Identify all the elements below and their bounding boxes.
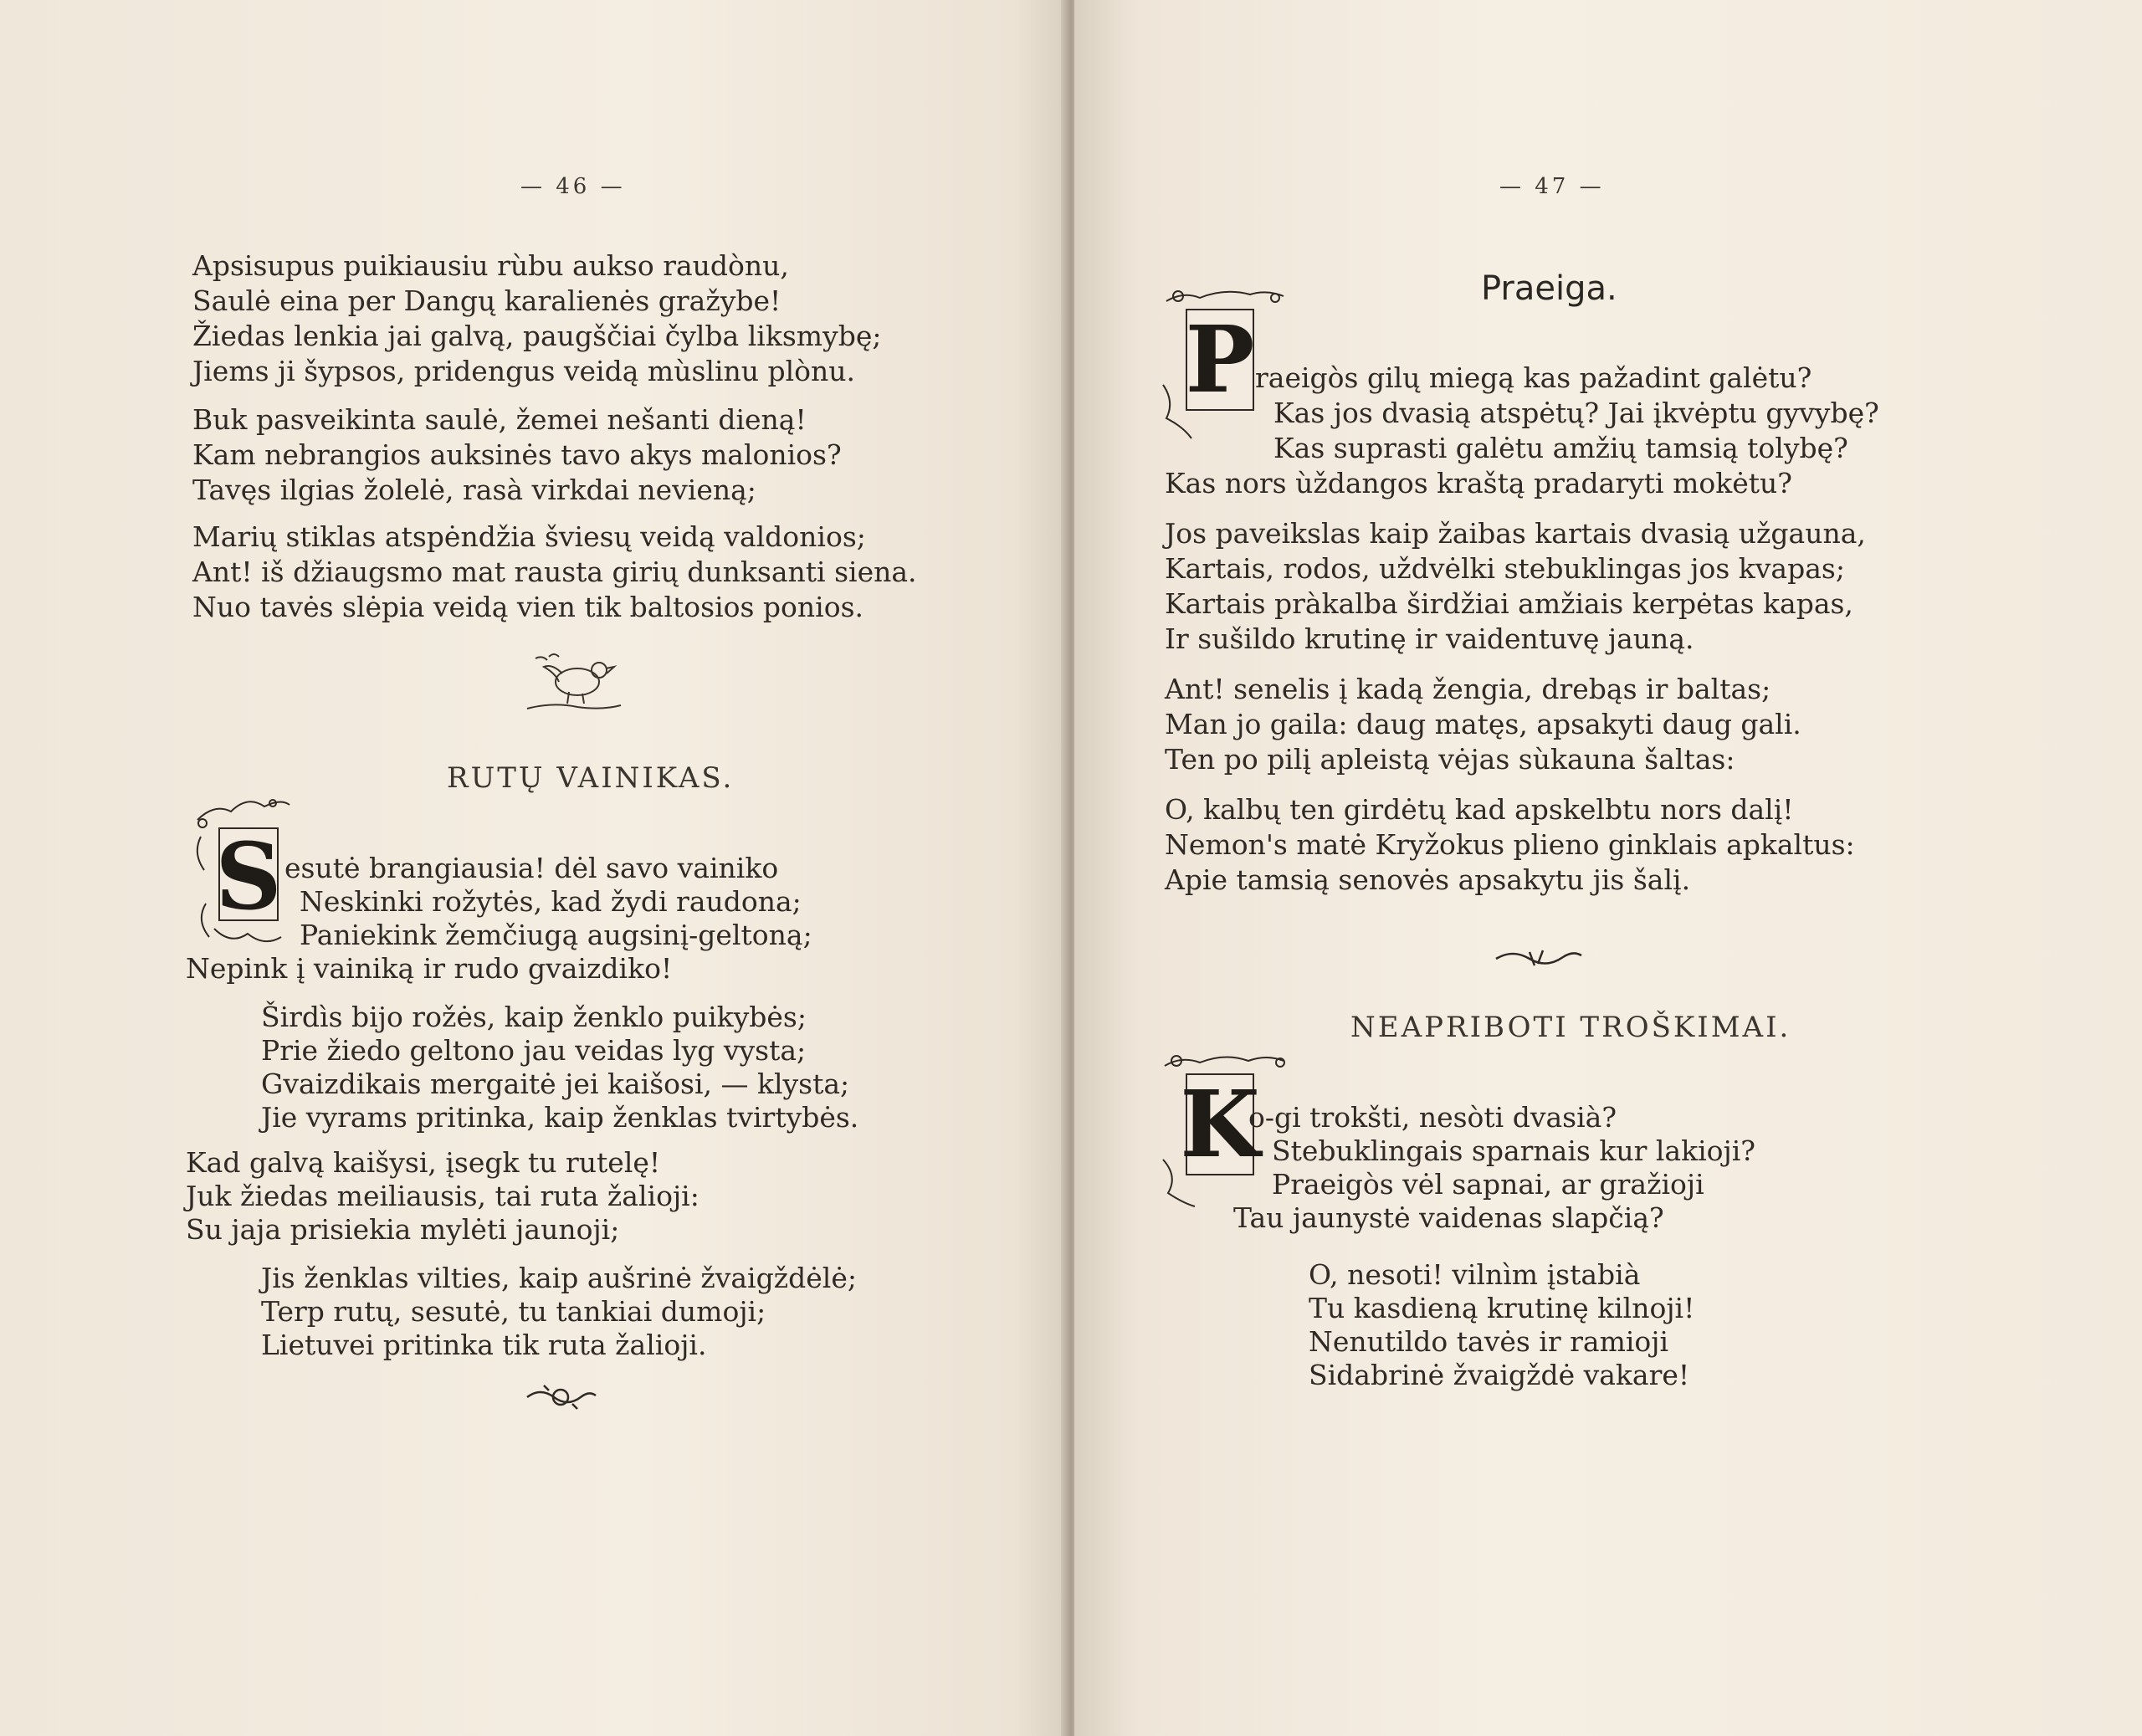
- verse-line: O, kalbų ten girdėtų kad apskelbtu nors dalį!: [1165, 793, 1794, 826]
- svg-text:K: K: [1180, 1070, 1260, 1178]
- verse-line: Ant! iš džiaugsmo mat rausta girių dunksanti siena.: [192, 556, 917, 588]
- verse-line: Paniekink žemčiugą augsinį-geltoną;: [300, 919, 812, 951]
- verse-line: Lietuvei pritinka tik ruta žalioji.: [261, 1329, 707, 1361]
- svg-text:P: P: [1185, 305, 1255, 413]
- verse-line: Tau jaunystė vaidenas slapčią?: [1233, 1201, 1664, 1234]
- verse-line: Nepink į vainiką ir rudo gvaizdiko!: [186, 952, 673, 985]
- verse-line: Kartais pràkalba širdžiai amžiais kerpėtas kapas,: [1165, 587, 1853, 620]
- verse-line: Jos paveikslas kaip žaibas kartais dvasią užgauna,: [1165, 517, 1866, 550]
- verse-line: Saulė eina per Dangų karalienės gražybe!: [192, 284, 781, 317]
- verse-line: raeigòs gilų miegą kas pažadint galėtu?: [1255, 361, 1812, 394]
- verse-line: Nenutildo tavės ir ramioji: [1309, 1325, 1669, 1358]
- verse-line: Praeigòs vėl sapnai, ar gražioji: [1272, 1168, 1704, 1201]
- verse-line: Man jo gaila: daug matęs, apsakyti daug gali.: [1165, 708, 1801, 740]
- verse-line: Neskinki rožytės, kad žydi raudona;: [300, 885, 802, 918]
- verse-line: Širdìs bijo rožės, kaip ženklo puikybės;: [261, 1001, 807, 1033]
- verse-line: Stebuklingais sparnais kur lakioji?: [1272, 1134, 1755, 1167]
- verse-line: Kas suprasti galėtu amžių tamsią tolybę?: [1273, 432, 1848, 464]
- verse-line: Jiems ji šypsos, pridengus veidą mùslinu plònu.: [192, 355, 856, 387]
- decorative-initial-s-icon: [189, 786, 298, 954]
- verse-line: Marių stiklas atspėndžia šviesų veidą valdonios;: [192, 520, 866, 553]
- divider-ornament-icon: [1493, 945, 1585, 970]
- page-number: — 46 —: [520, 174, 626, 199]
- verse-line: Nemon's matė Kryžokus plieno ginklais apkaltus:: [1165, 828, 1855, 861]
- verse-line: Ant! senelis į kadą žengia, drebąs ir baltas;: [1165, 673, 1771, 705]
- verse-line: Kad galvą kaišysi, įsegk tu rutelę!: [186, 1146, 661, 1179]
- verse-line: Jis ženklas vilties, kaip aušrinė žvaigždėlė;: [261, 1262, 857, 1294]
- verse-line: Sidabrinė žvaigždė vakare!: [1309, 1359, 1690, 1391]
- svg-text:S: S: [215, 822, 282, 930]
- end-ornament-icon: [524, 1382, 599, 1412]
- verse-line: o-gi trokšti, nesòti dvasià?: [1248, 1101, 1617, 1134]
- verse-line: Gvaizdikais mergaitė jei kaišosi, — klysta;: [261, 1068, 850, 1100]
- verse-line: Kas nors ùždangos kraštą pradaryti mokėtu?: [1165, 467, 1792, 499]
- verse-line: Ir sušildo krutinę ir vaidentuvę jauną.: [1165, 622, 1694, 655]
- verse-line: Kam nebrangios auksinės tavo akys malonios?: [192, 438, 842, 471]
- verse-line: Nuo tavės slėpia veidą vien tik baltosios ponios.: [192, 591, 864, 623]
- verse-line: Ten po pilį apleistą vėjas sùkauna šaltas:: [1165, 743, 1735, 776]
- verse-line: Žiedas lenkia jai galvą, paugščiai čylba liksmybę;: [192, 320, 882, 352]
- verse-line: Kartais, rodos, uždvėlki stebuklingas jos kvapas;: [1165, 552, 1845, 585]
- poem-title: RUTŲ VAINIKAS.: [447, 761, 735, 795]
- verse-line: Apie tamsią senovės apsakytu jis šalį.: [1165, 863, 1691, 896]
- verse-line: Buk pasveikinta saulė, žemei nešanti dieną!: [192, 403, 807, 436]
- verse-line: esutė brangiausia! dėl savo vainiko: [284, 852, 779, 884]
- verse-line: O, nesoti! vilnìm įstabià: [1309, 1258, 1641, 1291]
- verse-line: Tu kasdieną krutinę kilnoji!: [1309, 1292, 1695, 1324]
- bird-vignette: [519, 648, 628, 715]
- verse-line: Kas jos dvasią atspėtų? Jai įkvėptu gyvybę?: [1273, 397, 1879, 429]
- page-number: — 47 —: [1499, 174, 1605, 199]
- left-page: [0, 0, 1068, 1736]
- verse-line: Jie vyrams pritinka, kaip ženklas tvirtybės.: [261, 1101, 859, 1134]
- verse-line: Apsisupus puikiausiu rùbu aukso raudònu,: [192, 249, 789, 282]
- poem-title: Praeiga.: [1481, 269, 1617, 308]
- poem-title: NEAPRIBOTI TROŠKIMAI.: [1350, 1011, 1791, 1044]
- verse-line: Tavęs ilgias žolelė, rasà virkdai nevieną;: [192, 474, 756, 506]
- verse-line: Su jaja prisiekia mylėti jaunoji;: [186, 1213, 620, 1246]
- right-page: [1074, 0, 2142, 1736]
- verse-line: Terp rutų, sesutė, tu tankiai dumoji;: [261, 1295, 766, 1328]
- verse-line: Juk žiedas meiliausis, tai ruta žalioji:: [186, 1180, 699, 1212]
- verse-line: Prie žiedo geltono jau veidas lyg vysta;: [261, 1034, 807, 1067]
